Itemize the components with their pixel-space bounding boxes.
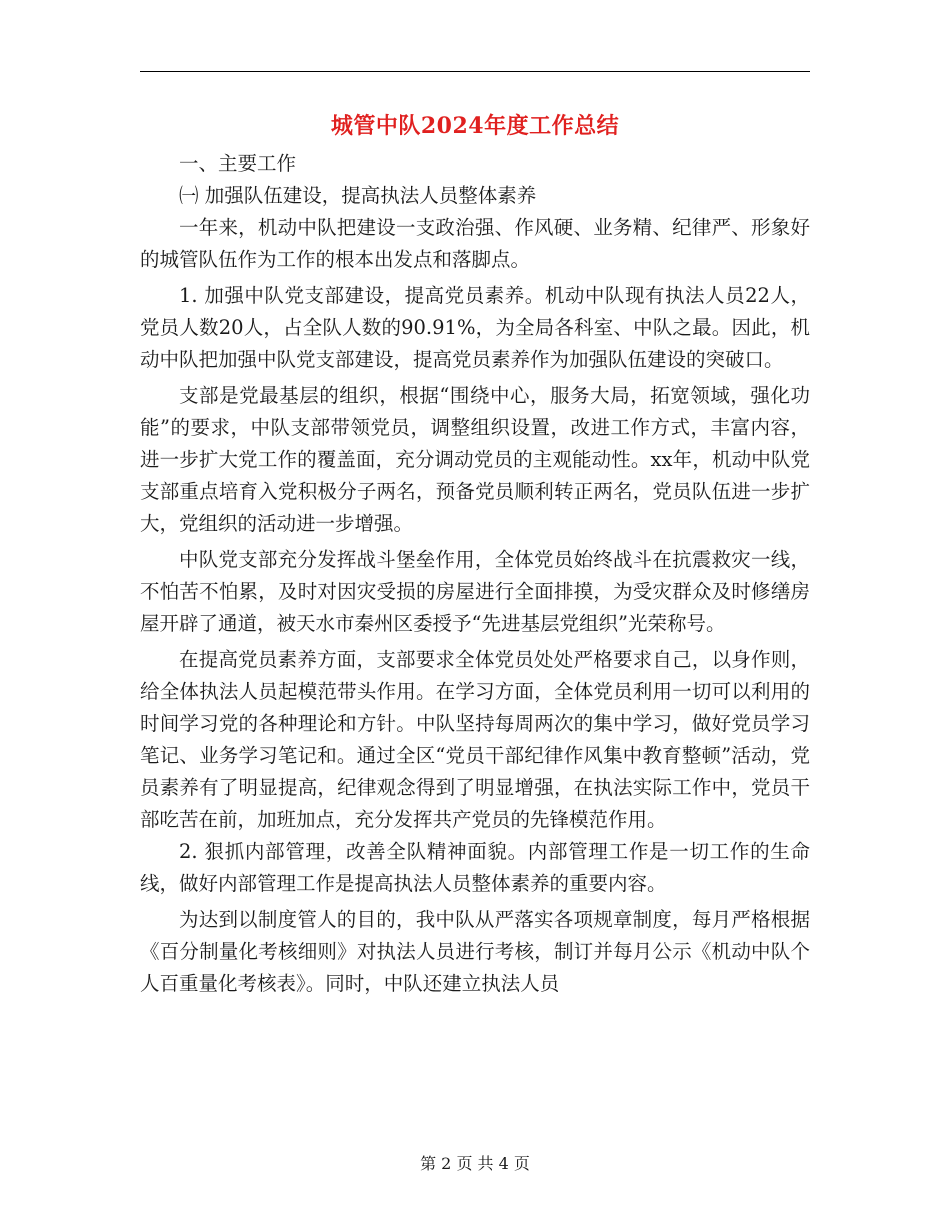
body-paragraph: 在提高党员素养方面，支部要求全体党员处处严格要求自己，以身作则，给全体执法人员起模范带头作用。在学习方面，全体党员利用一切可以利用的时间学习党的各种理论和方针。中队坚持每周两次的集中学习，做好党员学习笔记、业务学习笔记和。通过全区“党员干部纪律作风集中教育整顿”活动，党员素养有了明显提高，纪律观念得到了明显增强，在执法实际工作中，党员干部吃苦在前，加班加点，充分发挥共产党员的先锋模范作用。 — [140, 648, 810, 831]
body-paragraph: 支部是党最基层的组织，根据“围绕中心，服务大局，拓宽领域，强化功能”的要求，中队支部带领党员，调整组织设置，改进工作方式，丰富内容，进一步扩大党工作的覆盖面，充分调动党员的主观能动性。xx年，机动中队党支部重点培育入党积极分子两名，预备党员顺利转正两名，党员队伍进一步扩大，党组织的活动进一步增强。 — [140, 384, 810, 535]
document-title: 城管中队2024年度工作总结 — [330, 113, 620, 139]
document-content — [140, 106, 810, 1000]
body-paragraph: 中队党支部充分发挥战斗堡垒作用，全体党员始终战斗在抗震救灾一线，不怕苦不怕累，及时对因灾受损的房屋进行全面排摸，为受灾群众及时修缮房屋开辟了通道，被天水市秦州区委授予“先进基层党组织”光荣称号。 — [140, 548, 810, 635]
page-number-footer: 第 2 页 共 4 页 — [420, 1154, 530, 1173]
body-paragraph: 为达到以制度管人的目的，我中队从严落实各项规章制度，每月严格根据《百分制量化考核细则》对执法人员进行考核，制订并每月公示《机动中队个人百重量化考核表》。同时，中队还建立执法人员 — [140, 908, 810, 995]
document-body — [140, 148, 810, 1000]
body-paragraph: 1. 加强中队党支部建设，提高党员素养。机动中队现有执法人员22人，党员人数20人，占全队人数的90.91%，为全局各科室、中队之最。因此，机动中队把加强中队党支部建设，提高党员素养作为加强队伍建设的突破口。 — [140, 284, 810, 371]
body-paragraph: 一年来，机动中队把建设一支政治强、作风硬、业务精、纪律严、形象好的城管队伍作为工作的根本出发点和落脚点。 — [140, 216, 810, 271]
section-heading: 一、主要工作 — [179, 152, 297, 175]
body-paragraph: 2. 狠抓内部管理，改善全队精神面貌。内部管理工作是一切工作的生命线，做好内部管理工作是提高执法人员整体素养的重要内容。 — [140, 840, 810, 895]
subsection-heading: ㈠ 加强队伍建设，提高执法人员整体素养 — [179, 184, 537, 207]
header-rule — [140, 71, 810, 72]
